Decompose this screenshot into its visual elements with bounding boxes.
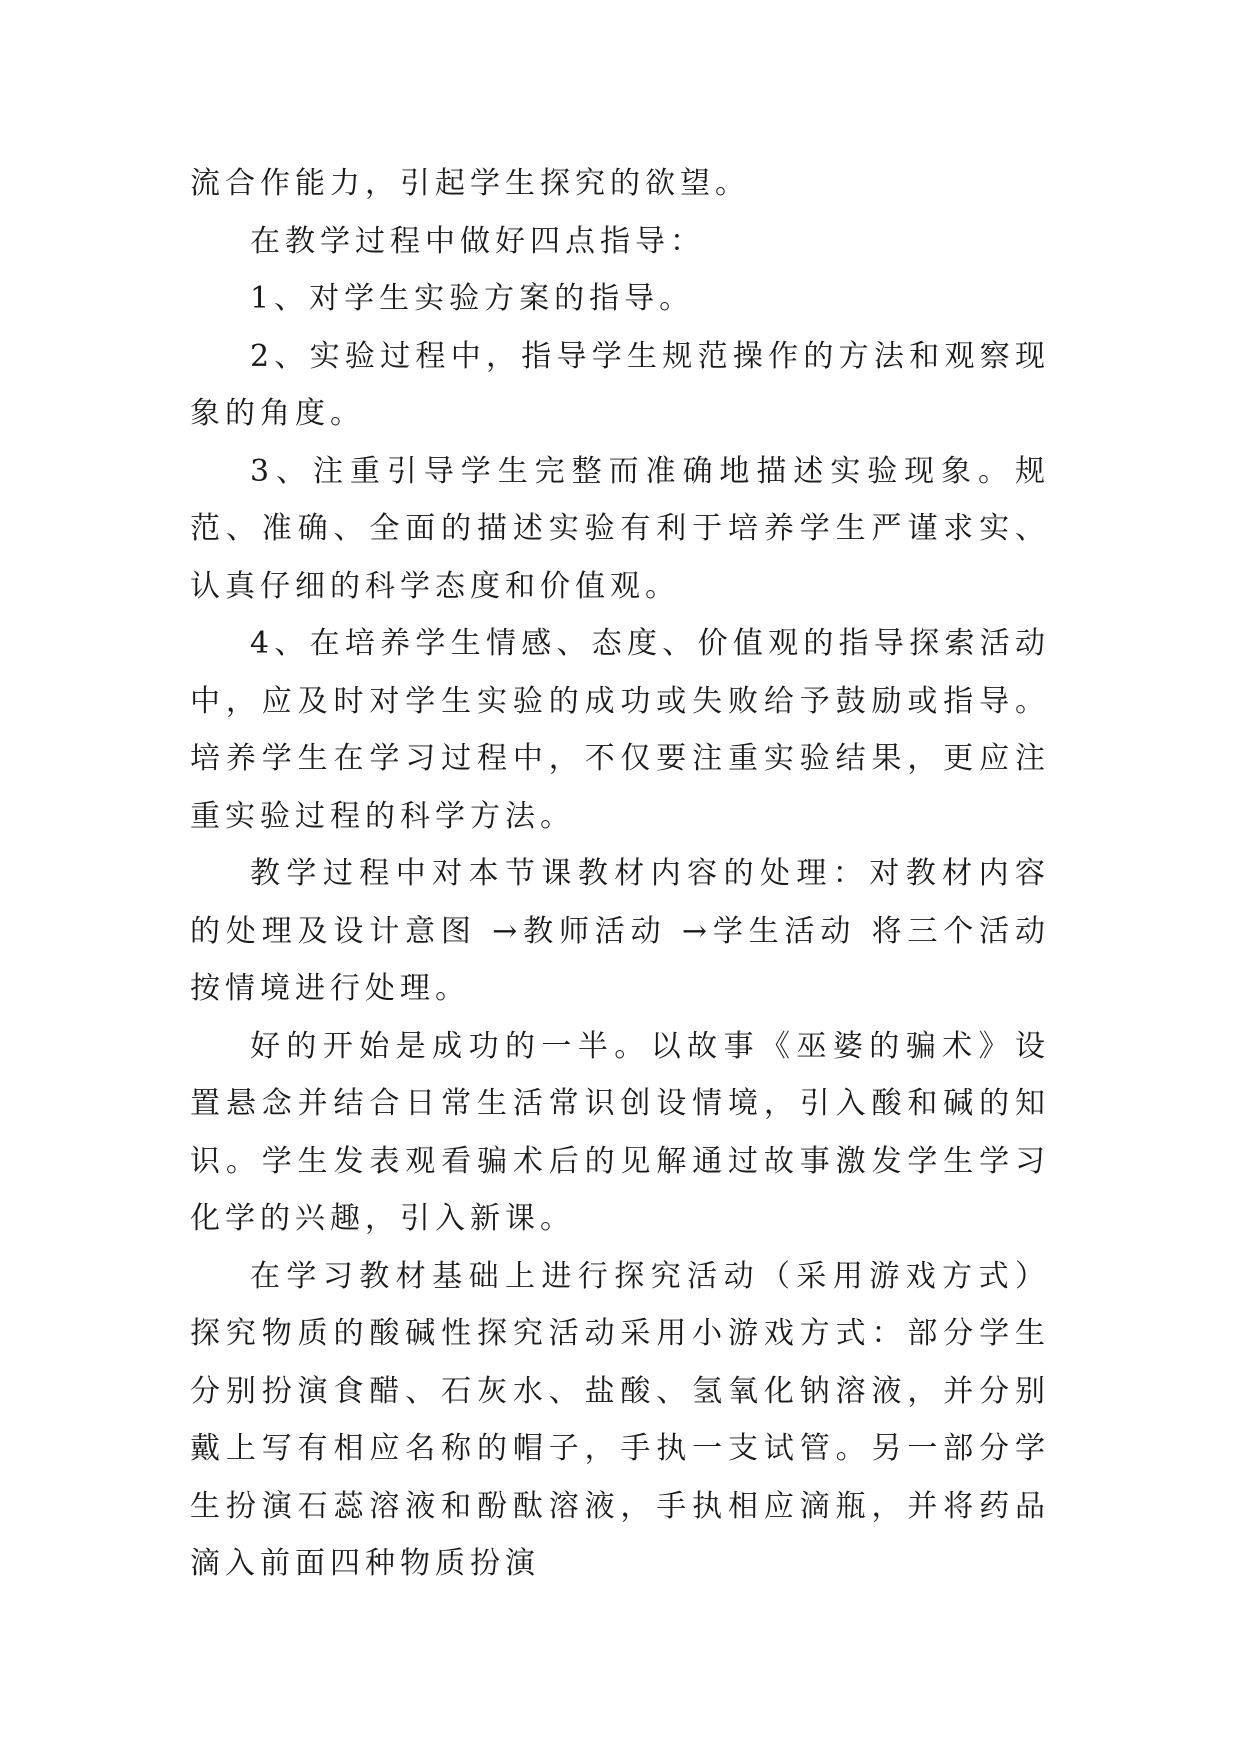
document-body — [190, 155, 1050, 1593]
paragraph-1: 流合作能力，引起学生探究的欲望。 — [190, 166, 750, 201]
paragraph-7: 教学过程中对本节课教材内容的处理：对教材内容的处理及设计意图 →教师活动 →学生活动 将三个活动按情境进行处理。 — [190, 856, 1050, 1006]
paragraph-4: 2、实验过程中，指导学生规范操作的方法和观察现象的角度。 — [190, 338, 1050, 431]
paragraph-2: 在教学过程中做好四点指导： — [250, 223, 705, 259]
paragraph-9: 在学习教材基础上进行探究活动（采用游戏方式）探究物质的酸碱性探究活动采用小游戏方式：部分学生分别扮演食醋、石灰水、盐酸、氢氧化钠溶液，并分别戴上写有相应名称的帽子，手执一支试管。另一部分学生扮演石蕊溶液和酚酞溶液，手执相应滴瓶，并将药品滴入前面四种物质扮演 — [190, 1258, 1050, 1581]
paragraph-5: 3、注重引导学生完整而准确地描述实验现象。规范、准确、全面的描述实验有利于培养学生严谨求实、认真仔细的科学态度和价值观。 — [190, 453, 1050, 604]
paragraph-3: 1、对学生实验方案的指导。 — [250, 281, 695, 316]
paragraph-6: 4、在培养学生情感、态度、价值观的指导探索活动中，应及时对学生实验的成功或失败给予鼓励或指导。培养学生在学习过程中，不仅要注重实验结果，更应注重实验过程的科学方法。 — [190, 626, 1050, 834]
paragraph-8: 好的开始是成功的一半。以故事《巫婆的骗术》设置悬念并结合日常生活常识创设情境，引入酸和碱的知识。学生发表观看骗术后的见解通过故事激发学生学习化学的兴趣，引入新课。 — [190, 1028, 1050, 1236]
